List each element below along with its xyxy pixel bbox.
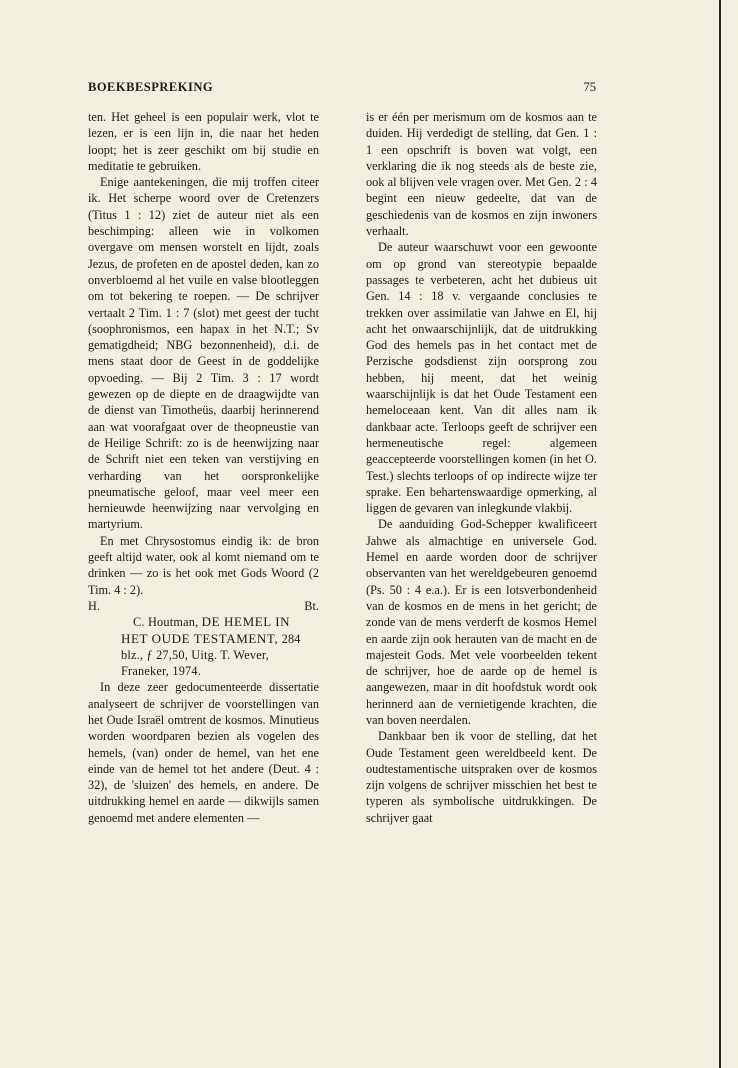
signoff-initial: H. [88, 598, 100, 613]
signoff-name: Bt. [304, 598, 319, 613]
paragraph: De auteur waarschuwt voor een gewoonte om op grond van stereotypie bepaalde passages te verbeteren, acht het dubieus uit Gen. 14 : 18 v. vergaande conclusies te trekken over assimilatie van Jahwe en El, hij acht het onwaarschijnlijk, dat de uitdrukking God des hemels pas in het contact met de Perzische godsdienst zijn oorsprong zou hebben, hij meent, dat het weinig waarschijnlijk is dat het Oude Testament een hemeloceaan kent. Van dit alles nam ik dankbaar acte. Terloops geeft de schrijver een hermeneutische regel: algemeen geaccepteerde voorstellingen komen (in het O. Test.) slechts terloops of op indirecte wijze ter sprake. Een behartenswaardige opmerking, al liggen de gevaren van inlegkunde vlakbij. [366, 240, 597, 516]
running-head: BOEKBESPREKING [88, 80, 214, 94]
reviewer-signoff [88, 598, 319, 614]
paragraph: Enige aantekeningen, die mij troffen citeer ik. Het scherpe woord over de Cretenzers (Titus 1 : 12) ziet de auteur niet als een beschimping: alleen wie in volkomen overgave om mensen worstelt en lijdt, zoals Jezus, de profeten en de apostel deden, kan zo onverbloemd al het vuile en valse blootleggen om tot bekering te roepen. — De schrijver vertaalt 2 Tim. 1 : 7 (slot) met geest der tucht (soophronismos, een hapax in het N.T.; Sv gematigdheid; NBG bezonnenheid), d.i. de mens staat door de Geest in de goddelijke opvoeding. — Bij 2 Tim. 3 : 17 wordt gewezen op de diepte en de draagwijdte van de dienst van Timotheüs, daarbij herinnerend aan wat voorafgaat over de theopneustie van de Heilige Schrift: zo is de heenwijzing naar de Schrift niet een teken van verstijving en verharding van het oorspronkelijke pneumatische geloof, maar veel meer een hernieuwde heenwijzing naar vervolging en martyrium. [88, 175, 319, 532]
review-author: C. Houtman, [133, 615, 199, 630]
page-number: 75 [583, 80, 596, 94]
page-header [88, 80, 596, 100]
paragraph: De aanduiding God-Schepper kwalificeert Jahwe als almachtige en universele God. Hemel en aarde worden door de schrijver observanten van het wereldgebeuren genoemd (Ps. 50 : 4 e.a.). Er is een lotsverbondenheid van de kosmos en de mens in het gericht; de zonde van de mens verderft de kosmos Hemel en aarde zijn ook herauten van de macht en de majesteit Gods. Met vele voorbeelden tekent de schrijver, hoe de aarde op de hemel is aangewezen, maar in dit hoofdstuk wordt ook herinnerd aan de vernietigende krachten, die van boven neerdalen. [366, 517, 597, 727]
paragraph: In deze zeer gedocumenteerde dissertatie analyseert de schrijver de voorstellingen van het Oude Israël omtrent de kosmos. Minutieus worden woordparen bezien als vogelen des hemels, (van) onder de hemel, van het ene einde van de hemel tot het andere (Deut. 4 : 32), de 'sluizen' des hemels, en andere. De uitdrukking hemel en aarde — dikwijls samen genoemd met andere elementen — [88, 680, 319, 825]
paragraph: En met Chrysostomus eindig ik: de bron geeft altijd water, ook al komt niemand om te drinken — zo is het ook met Gods Woord (2 Tim. 4 : 2). [88, 533, 319, 597]
paragraph: is er één per merismum om de kosmos aan te duiden. Hij verdedigt de stelling, dat Gen. 1 : 1 een opschrift is boven wat volgt, een verklaring die ik nog steeds als de beste zie, ook al blijven vele vragen over. Met Gen. 2 : 4 begint een nieuw gedeelte, dat van de geschiedenis van de kosmos en zijn inwoners verhaalt. [366, 110, 597, 239]
left-column [88, 109, 319, 826]
review-details: 284 blz., ƒ 27,50, Uitg. T. Wever, Franeker, 1974. [121, 631, 301, 679]
right-column [366, 109, 597, 826]
page-edge-line [719, 0, 721, 1068]
review-heading [88, 614, 319, 679]
paragraph: ten. Het geheel is een populair werk, vlot te lezen, er is een lijn in, die naar het heden loopt; het is zeer geschikt om bij studie en meditatie te gebruiken. [88, 110, 319, 173]
review-title: DE HEMEL IN HET OUDE TESTAMENT, [121, 614, 291, 646]
paragraph: Dankbaar ben ik voor de stelling, dat het Oude Testament geen wereldbeeld kent. De oudtestamentische uitspraken over de kosmos zijn volgens de schrijver misschien het best te typeren als symbolische uitdrukkingen. De schrijver gaat [366, 729, 597, 825]
